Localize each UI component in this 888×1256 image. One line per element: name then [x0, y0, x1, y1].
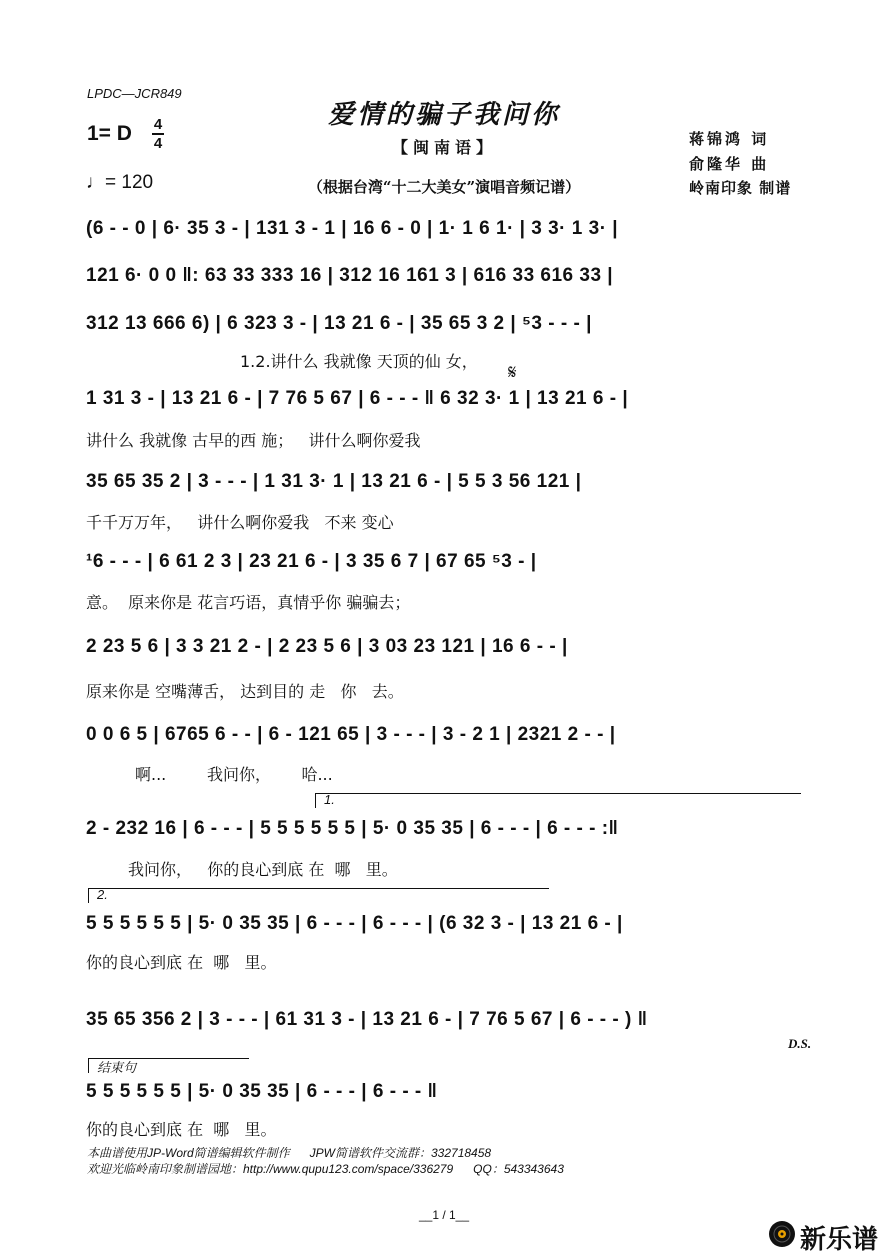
- coda-label: 结束句: [97, 1060, 137, 1075]
- second-ending-label: 2.: [97, 887, 108, 902]
- score-line-5: 35 65 35 2 | 3 - - - | 1 31 3· 1 | 13 21 6 - | 5 5 3 56 121 |: [86, 471, 582, 492]
- lyric-line-6: 意。 原来你是 花言巧语，真情乎你 骗骗去；: [86, 593, 411, 612]
- score-line-4: 1 31 3 - | 13 21 6 - | 7 76 5 67 | 6 - - - ‖ 6 32 3· 1 | 13 21 6 - |: [86, 388, 629, 409]
- lyric-line-12: 你的良心到底 在 哪 里。: [86, 1120, 277, 1139]
- score-line-6: ¹6 - - - | 6 61 2 3 | 23 21 6 - | 3 35 6 7 | 67 65 ⁵3 - |: [86, 551, 537, 572]
- lyricist-credit: 蒋锦鸿 词: [689, 130, 770, 148]
- first-ending-label: 1.: [324, 792, 335, 807]
- lyric-line-10: 你的良心到底 在 哪 里。: [86, 953, 277, 972]
- lyric-line-4: 讲什么 我就像 古早的西 施； 讲什么啊你爱我: [86, 431, 421, 450]
- score-line-12: 5 5 5 5 5 5 | 5· 0 35 35 | 6 - - - | 6 - - - ‖: [86, 1081, 438, 1102]
- key-signature: 1= D: [87, 122, 132, 145]
- brand-logo-text[interactable]: 新乐谱: [800, 1225, 879, 1255]
- score-line-7: 2 23 5 6 | 3 3 21 2 - | 2 23 5 6 | 3 03 23 121 | 16 6 - - |: [86, 636, 568, 657]
- lyric-line-9: 我问你， 你的良心到底 在 哪 里。: [128, 860, 398, 879]
- time-bottom: 4: [153, 135, 163, 152]
- footer-line-2: 欢迎光临岭南印象制谱园地：http://www.qupu123.com/space/336279 QQ：543343643: [87, 1162, 564, 1176]
- page-number: __1 / 1__: [418, 1208, 470, 1222]
- lyric-line-7: 原来你是 空嘴薄舌， 达到目的 走 你 去。: [86, 682, 404, 701]
- time-signature: [152, 117, 164, 151]
- score-code: LPDC—JCR849: [87, 86, 182, 101]
- lyric-line-8: 啊... 我问你， 哈...: [135, 765, 333, 784]
- score-line-9: 2 - 232 16 | 6 - - - | 5 5 5 5 5 5 | 5· 0 35 35 | 6 - - - | 6 - - - :‖: [86, 818, 619, 839]
- tempo-marking: ♩= 120: [86, 172, 154, 193]
- footer-line-1: 本曲谱使用JP-Word简谱编辑软件制作 JPW简谱软件交流群：332718458: [87, 1146, 492, 1160]
- vinyl-record-icon: [768, 1220, 796, 1248]
- composer-credit: 俞隆华 曲: [689, 155, 770, 173]
- second-ending-bracket: [88, 888, 549, 903]
- segno-sign: 𝄋: [508, 360, 517, 384]
- song-title: 爱情的骗子我问你: [327, 100, 560, 130]
- ds-marking: D.S.: [788, 1036, 812, 1051]
- arranger-credit: 岭南印象 制谱: [689, 179, 792, 197]
- first-ending-bracket: [315, 793, 801, 808]
- dialect-label: 【闽南语】: [392, 138, 498, 157]
- coda-bracket: [88, 1058, 249, 1073]
- source-note: （根据台湾“十二大美女”演唱音频记谱）: [307, 178, 581, 196]
- score-line-1: (6 - - 0 | 6· 35 3 - | 131 3 - 1 | 16 6 - 0 | 1· 1 6 1· | 3 3· 1 3· |: [86, 218, 619, 239]
- score-line-2: 121 6· 0 0 ‖: 63 33 333 16 | 312 16 161 3 | 616 33 616 33 |: [86, 265, 614, 286]
- lyric-line-5: 千千万万年， 讲什么啊你爱我 不来 变心: [86, 513, 394, 532]
- time-top: 4: [153, 116, 163, 133]
- lyric-line-3: 1.2.讲什么 我就像 天顶的仙 女，: [240, 352, 478, 371]
- score-line-8: 0 0 6 5 | 6765 6 - - | 6 - 121 65 | 3 - - - | 3 - 2 1 | 2321 2 - - |: [86, 724, 616, 745]
- score-line-3: 312 13 666 6) | 6 323 3 - | 13 21 6 - | 35 65 3 2 | ⁵3 - - - |: [86, 313, 592, 334]
- score-line-10: 5 5 5 5 5 5 | 5· 0 35 35 | 6 - - - | 6 - - - | (6 32 3 - | 13 21 6 - |: [86, 913, 623, 934]
- score-line-11: 35 65 356 2 | 3 - - - | 61 31 3 - | 13 21 6 - | 7 76 5 67 | 6 - - - ) ‖: [86, 1009, 648, 1030]
